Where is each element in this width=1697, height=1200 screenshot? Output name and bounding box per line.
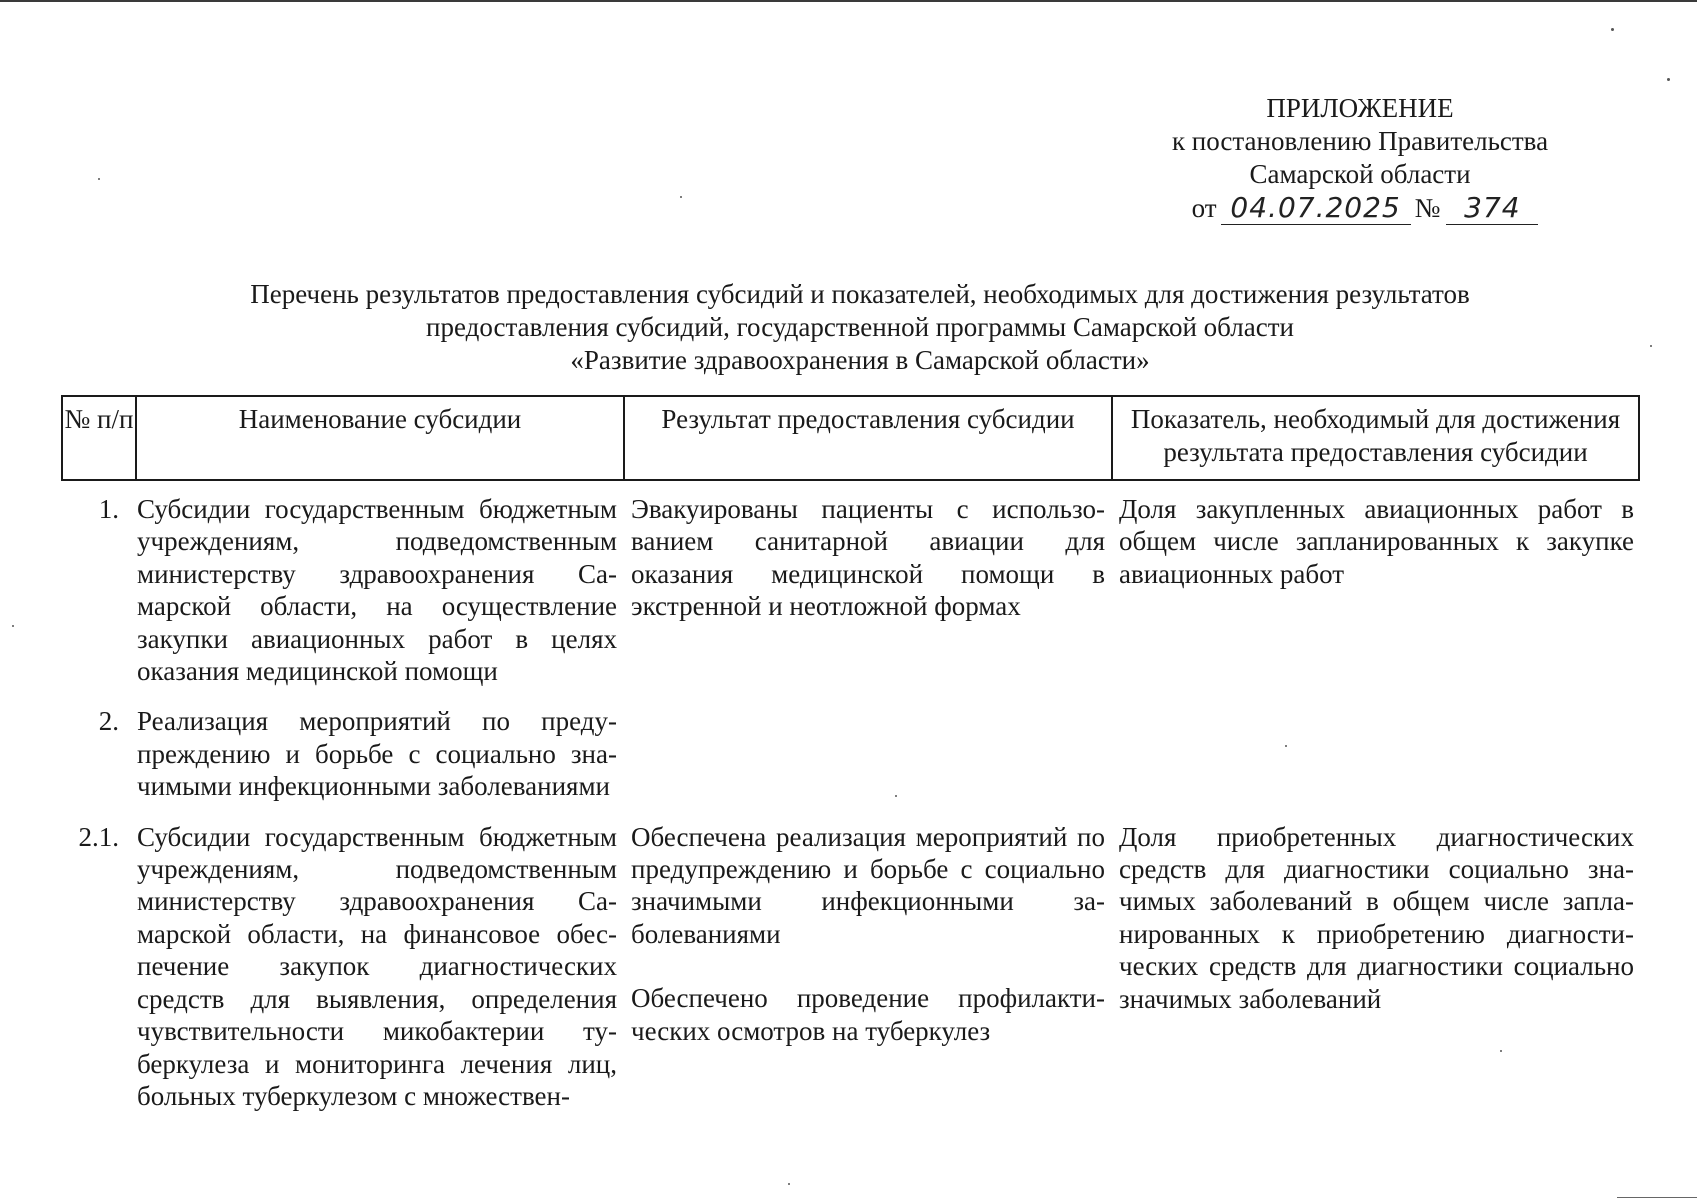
row-subsidy-result [621,705,1109,802]
header-subsidy-result: Результат предоставления субсидии [623,397,1111,479]
row-number: 2. [98,706,119,737]
handwritten-number: 374 [1446,191,1538,225]
header-indicator: Показатель, необходимый для достижения результата предоставления субсидии [1111,397,1638,479]
row-number: 1. [98,494,119,524]
result-item: Обеспечена реализация мероприятий по предупреждению и борьбе с социально значимыми инфекционными заболеваниями [631,821,1105,949]
appendix-heading: ПРИЛОЖЕНИЕ [1266,93,1454,123]
title-line-3: «Развитие здравоохранения в Самарской области» [570,345,1150,375]
scan-speck [98,178,100,180]
appendix-region-line: Самарской области [1249,159,1471,189]
row-indicator [1109,705,1640,802]
result-item: Обеспечено проведение профилактических осмотров на туберкулез [631,983,1105,1046]
row-subsidy-name: Реализация мероприятий по предупреждению и борьбе с социально значимыми инфекционными заболеваниями [137,706,617,802]
bottom-edge-line [1617,1197,1697,1198]
scan-speck [12,625,14,627]
scan-speck [1667,78,1670,81]
row-subsidy-name: Субсидии государственным бюджетным учреждениям, подведомственным министерству здравоохранения Самарской области, на осуществление закупки авиационных работ в целях оказания медицинской помощи [137,494,617,687]
scan-speck [1500,1050,1502,1052]
appendix-date-number-line [1160,191,1570,225]
scan-speck [1650,345,1652,347]
scan-speck [895,795,897,797]
row-indicator: Доля приобретенных диагностических средств для диагностики социально значимых заболеваний в общем числе запланированных к приобретению диагностических средств для диагностики социально значимых заболеваний [1119,821,1634,1014]
appendix-block [1150,92,1570,225]
table-body [61,493,1640,1130]
header-subsidy-name: Наименование субсидии [135,397,623,479]
title-line-2: предоставления субсидий, государственной программы Самарской области [426,312,1294,342]
row-subsidy-result [621,821,1109,1113]
scan-speck [1285,745,1287,747]
number-sign: № [1414,193,1441,223]
top-border-line [0,0,1697,2]
title-line-1: Перечень результатов предоставления субсидий и показателей, необходимых для достижения результатов [250,279,1470,309]
result-item: Эвакуированы пациенты с использованием санитарной авиации для оказания медицинской помощи в экстренной и неотложной формах [631,494,1105,622]
handwritten-date: 04.07.2025 [1221,191,1411,225]
table-header [61,395,1640,481]
table-row [61,493,1640,687]
scan-speck [1611,28,1614,31]
row-subsidy-name: Субсидии государственным бюджетным учреждениям, подведомственным министерству здравоохранения Самарской области, на финансовое обеспечение закупок диагностических средств для выявления, определения чувствительности микобактерии туберкулеза и мониторинга лечения лиц, больных туберкулезом с множествен- [137,821,617,1111]
table-row [61,705,1640,802]
document-title [120,278,1600,377]
scan-speck [788,1183,790,1185]
scan-speck [680,196,682,198]
date-prefix: от [1191,193,1217,223]
appendix-resolution-line: к постановлению Правительства [1171,126,1549,156]
header-number: № п/п [64,404,134,434]
table-row [61,821,1640,1113]
row-subsidy-result [621,493,1109,687]
row-number: 2.1. [78,821,119,852]
row-indicator: Доля закупленных авиационных работ в общем числе запланированных к закупке авиационных работ [1119,494,1634,589]
